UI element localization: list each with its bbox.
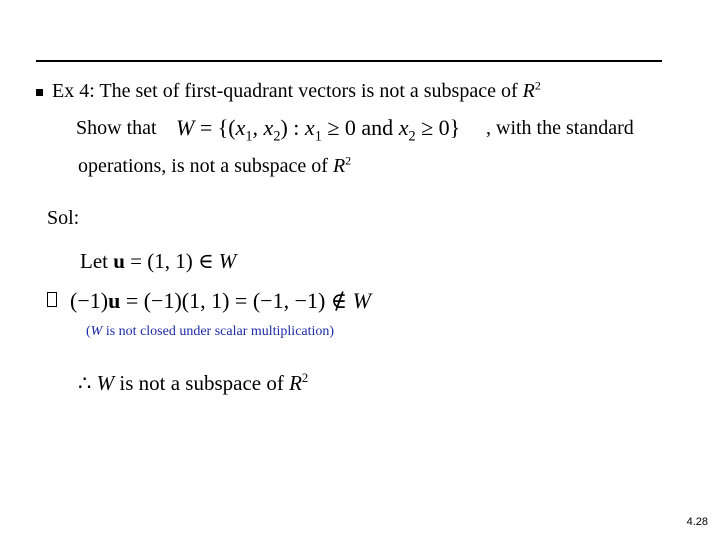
concl-text: is not a subspace of <box>114 371 290 395</box>
note-w: W <box>90 324 103 339</box>
space-exponent-2: 2 <box>345 153 352 168</box>
let-value: = (1, 1) ∈ <box>124 249 219 273</box>
x2-sub: 2 <box>273 128 281 145</box>
example-statement <box>52 80 541 103</box>
x1-sub: 1 <box>245 128 253 145</box>
set-colon: ) : <box>280 115 305 140</box>
solution-label: Sol: <box>47 207 80 229</box>
with-standard-text: , with the standard <box>486 117 634 139</box>
cond-and: ≥ 0 and <box>321 115 399 140</box>
let-statement <box>80 249 236 274</box>
set-definition: $W = \{(x_1$, $x_2$) : $x_1 \ge 0$ and $x_2 \ge 0$} <box>176 115 461 145</box>
x2-symbol: x <box>263 115 274 140</box>
show-that-label: Show that <box>76 117 157 139</box>
example-text: Ex 4: The set of first-quadrant vectors is not a subspace of <box>52 80 523 102</box>
note-text: is not closed under scalar multiplication) <box>102 324 335 339</box>
space-symbol-2: R <box>332 155 346 177</box>
mult-result: = (−1)(1, 1) = (−1, −1) ∉ <box>120 288 353 313</box>
x1-cond-symbol: x <box>304 115 315 140</box>
let-w: W <box>218 249 237 273</box>
conclusion <box>78 371 308 396</box>
concl-space: R <box>289 371 302 395</box>
set-w: W <box>176 115 195 140</box>
mult-u-vector: u <box>108 288 121 313</box>
scalar-multiplication <box>70 288 371 314</box>
closure-note <box>86 324 334 340</box>
concl-exponent: 2 <box>301 371 309 385</box>
missing-glyph-icon <box>47 292 57 307</box>
therefore-symbol: ∴ <box>78 371 97 395</box>
let-word: Let <box>80 249 108 273</box>
concl-w: W <box>96 371 115 395</box>
mult-w: W <box>352 288 371 313</box>
space-exponent: 2 <box>534 78 541 93</box>
x1-cond-sub: 1 <box>314 128 322 145</box>
page-number: 4.28 <box>686 516 708 528</box>
note-open: ( <box>86 324 91 339</box>
u-vector: u <box>113 249 125 273</box>
operations-statement <box>78 155 351 178</box>
x2-cond-sub: 2 <box>408 128 416 145</box>
x1-symbol: x <box>235 115 246 140</box>
operations-text: operations, is not a subspace of <box>78 155 333 177</box>
space-symbol: R <box>522 80 535 102</box>
cond-end: ≥ 0} <box>415 115 461 140</box>
bullet-icon <box>36 89 43 96</box>
set-open: = {( <box>194 115 236 140</box>
x2-cond-symbol: x <box>398 115 409 140</box>
header-rule <box>36 60 662 62</box>
scalar-factor: (−1) <box>70 288 109 313</box>
